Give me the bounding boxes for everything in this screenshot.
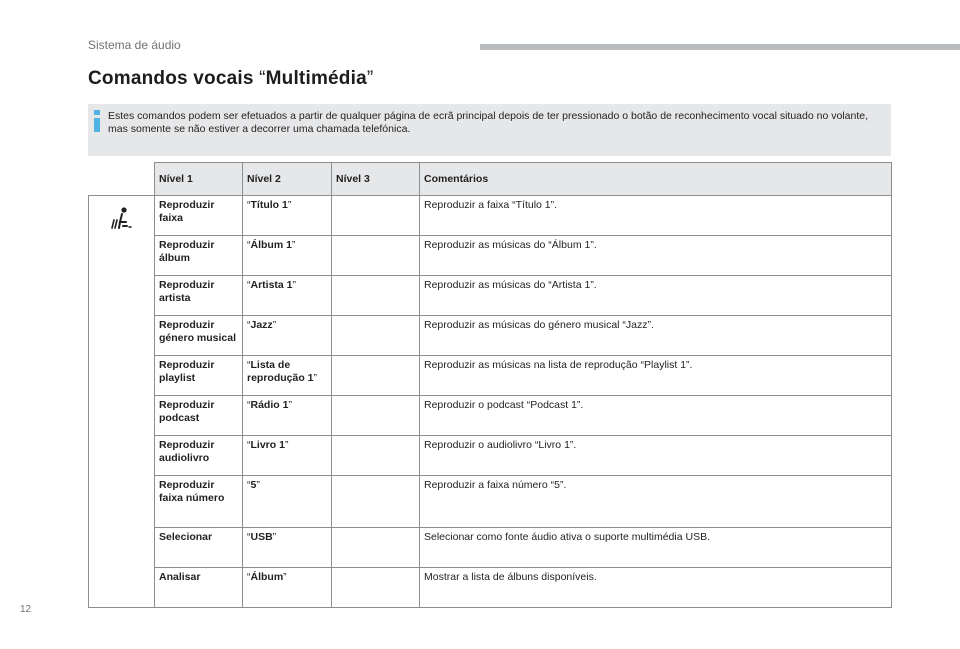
level-2-keyword: Título 1 (250, 199, 288, 211)
section-header: Sistema de áudio (88, 38, 181, 52)
cell-level-1: Reproduzir audiolivro (155, 436, 243, 476)
voice-command-icon-cell (89, 196, 155, 608)
cell-level-2: “Rádio 1” (243, 396, 332, 436)
cell-level-2: “Álbum” (243, 568, 332, 608)
cell-level-3 (332, 436, 420, 476)
cell-level-2: “Jazz” (243, 316, 332, 356)
cell-level-1: Reproduzir género musical (155, 316, 243, 356)
table-row (89, 396, 892, 436)
cell-level-2: “Lista de reprodução 1” (243, 356, 332, 396)
header-level-3: Nível 3 (332, 163, 420, 196)
cell-comment: Reproduzir o audiolivro “Livro 1”. (420, 436, 892, 476)
cell-level-1: Reproduzir artista (155, 276, 243, 316)
table-row (89, 356, 892, 396)
level-2-keyword: Livro 1 (250, 439, 285, 451)
table-row (89, 476, 892, 528)
header-divider (480, 44, 960, 50)
cell-level-1: Reproduzir podcast (155, 396, 243, 436)
cell-level-1: Analisar (155, 568, 243, 608)
level-2-keyword: Artista 1 (250, 279, 293, 291)
cell-level-2: “USB” (243, 528, 332, 568)
cell-comment: Reproduzir as músicas do género musical “Jazz”. (420, 316, 892, 356)
cell-level-1: Reproduzir faixa número (155, 476, 243, 528)
page-title (88, 68, 373, 90)
cell-level-3 (332, 316, 420, 356)
page-number: 12 (20, 604, 32, 615)
table-header-row (89, 163, 892, 196)
header-comments: Comentários (420, 163, 892, 196)
table-row (89, 236, 892, 276)
cell-level-3 (332, 236, 420, 276)
header-level-1: Nível 1 (155, 163, 243, 196)
cell-comment: Reproduzir as músicas na lista de reprodução “Playlist 1”. (420, 356, 892, 396)
voice-commands-table (88, 162, 892, 608)
voice-command-icon (109, 206, 135, 234)
cell-level-1: Reproduzir playlist (155, 356, 243, 396)
title-close-quote: ” (366, 68, 374, 89)
cell-level-1: Reproduzir faixa (155, 196, 243, 236)
cell-level-1: Selecionar (155, 528, 243, 568)
cell-comment: Reproduzir a faixa número “5”. (420, 476, 892, 528)
cell-level-3 (332, 196, 420, 236)
cell-level-1: Reproduzir álbum (155, 236, 243, 276)
level-2-keyword: 5 (250, 479, 257, 491)
info-text: Estes comandos podem ser efetuados a partir de qualquer página de ecrã principal depois de ter pressionado o botão de reconhecimento vocal situado no volante, mas somente se não estiver a decorrer uma chamada telefónica. (108, 110, 868, 135)
cell-level-2: “Livro 1” (243, 436, 332, 476)
level-2-keyword: Álbum (250, 571, 284, 583)
header-icon-cell (89, 163, 155, 196)
cell-level-2: “Título 1” (243, 196, 332, 236)
cell-comment: Mostrar a lista de álbuns disponíveis. (420, 568, 892, 608)
level-2-keyword: Lista de reprodução 1 (247, 359, 314, 384)
cell-level-2: “5” (243, 476, 332, 528)
table-row (89, 196, 892, 236)
info-icon (92, 110, 102, 132)
cell-level-3 (332, 356, 420, 396)
cell-comment: Reproduzir o podcast “Podcast 1”. (420, 396, 892, 436)
level-2-keyword: Jazz (250, 319, 273, 331)
level-2-keyword: Álbum 1 (250, 239, 292, 251)
cell-comment: Reproduzir a faixa “Título 1”. (420, 196, 892, 236)
cell-level-3 (332, 276, 420, 316)
cell-comment: Selecionar como fonte áudio ativa o suporte multimédia USB. (420, 528, 892, 568)
table-row (89, 316, 892, 356)
title-text: Comandos vocais (88, 68, 254, 89)
cell-level-3 (332, 476, 420, 528)
table-row (89, 568, 892, 608)
title-highlight: Multimédia (265, 68, 367, 89)
cell-comment: Reproduzir as músicas do “Álbum 1”. (420, 236, 892, 276)
cell-level-2: “Artista 1” (243, 276, 332, 316)
cell-level-2: “Álbum 1” (243, 236, 332, 276)
cell-level-3 (332, 528, 420, 568)
cell-level-3 (332, 568, 420, 608)
level-2-keyword: USB (250, 531, 273, 543)
level-2-keyword: Rádio 1 (250, 399, 289, 411)
table-row (89, 436, 892, 476)
cell-comment: Reproduzir as músicas do “Artista 1”. (420, 276, 892, 316)
title-open-quote: “ (259, 68, 266, 89)
info-box (88, 104, 891, 156)
table-row (89, 528, 892, 568)
cell-level-3 (332, 396, 420, 436)
table-row (89, 276, 892, 316)
header-level-2: Nível 2 (243, 163, 332, 196)
